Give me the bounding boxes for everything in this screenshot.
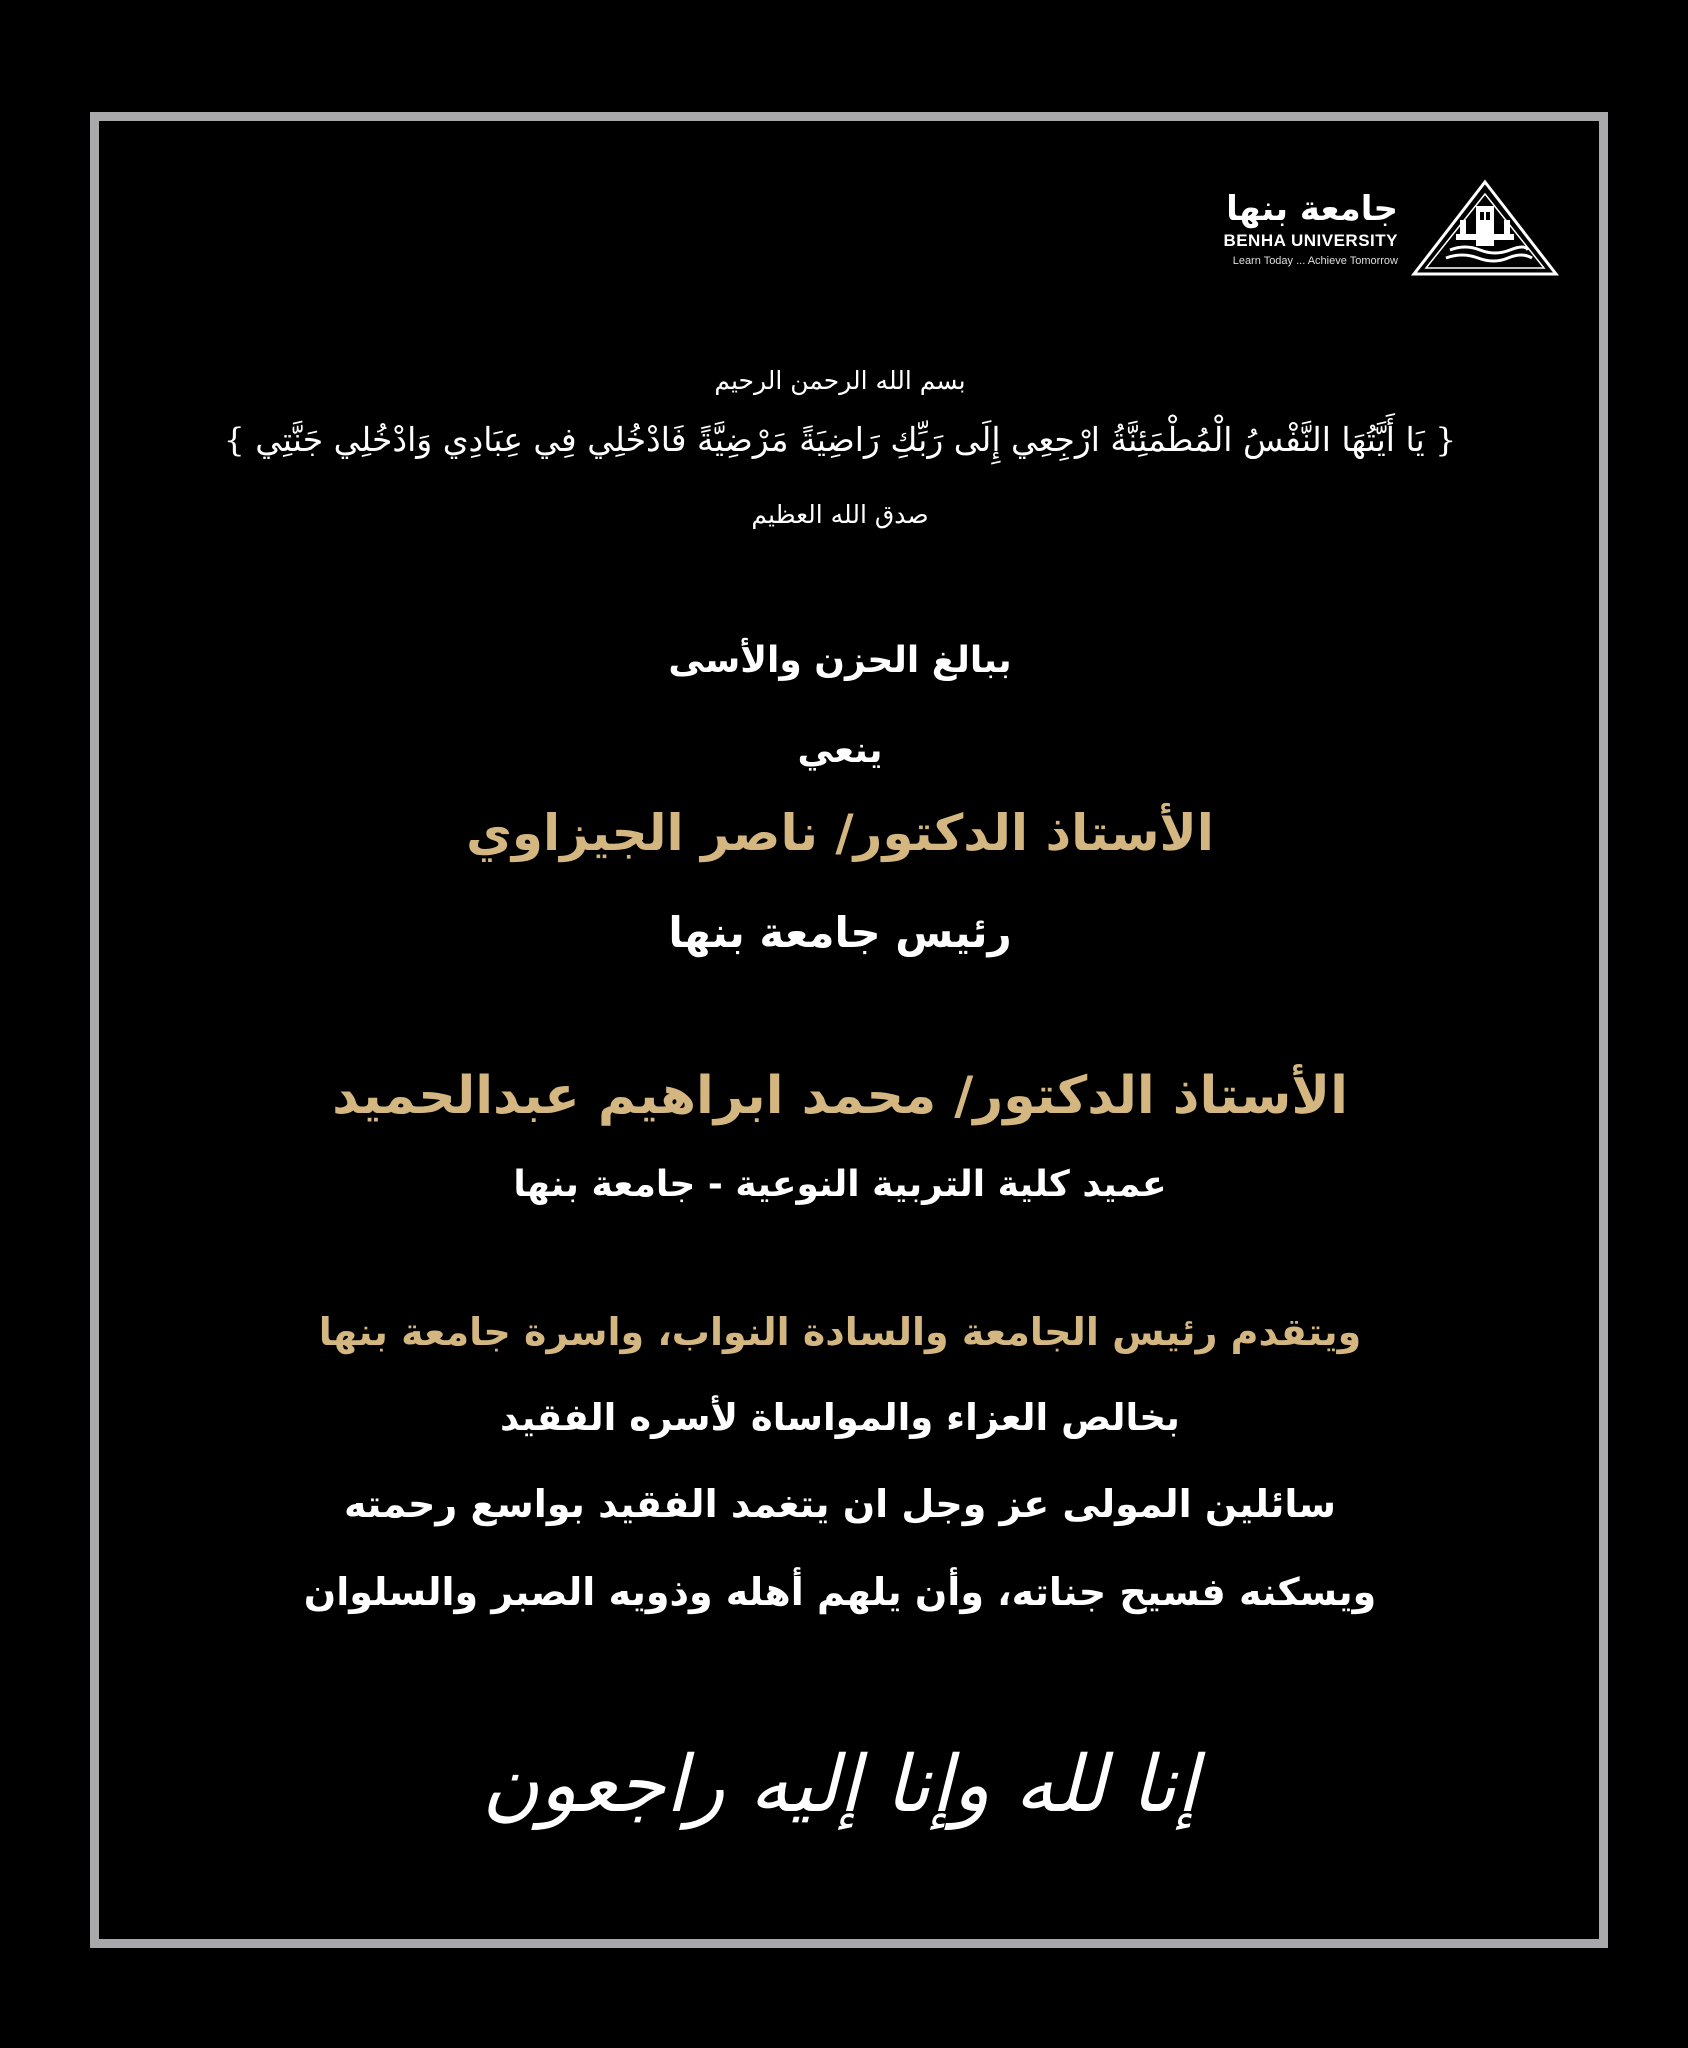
grief-phrase: ببالغ الحزن والأسى <box>668 640 1012 681</box>
deceased-title: عميد كلية التربية النوعية - جامعة بنها <box>513 1164 1167 1205</box>
announces-word: ينعي <box>797 730 883 771</box>
logo-arabic-name: جامعة بنها <box>1226 189 1398 229</box>
condolence-line-4: ويسكنه فسيح جناته، وأن يلهم أهله وذويه الصبر والسلوان <box>303 1570 1377 1614</box>
announcer-name: الأستاذ الدكتور/ ناصر الجيزاوي <box>466 804 1214 862</box>
benha-university-emblem-icon <box>1410 178 1560 278</box>
university-logo <box>1223 178 1560 278</box>
condolence-line-3: سائلين المولى عز وجل ان يتغمد الفقيد بواسع رحمته <box>343 1482 1337 1526</box>
basmala: بسم الله الرحمن الرحيم <box>714 366 966 395</box>
quran-verse: { يَا أَيَّتُهَا النَّفْسُ الْمُطْمَئِنَّةُ ارْجِعِي إِلَى رَبِّكِ رَاضِيَةً مَرْضِيَّةً فَادْخُلِي فِي عِبَادِي وَادْخُلِي جَنَّتِي } <box>223 420 1457 459</box>
deceased-name: الأستاذ الدكتور/ محمد ابراهيم عبدالحميد <box>332 1066 1348 1126</box>
closing-calligraphy: إنا لله وإنا إليه راجعون <box>481 1740 1199 1830</box>
announcer-title: رئيس جامعة بنها <box>668 908 1012 957</box>
logo-english-name: BENHA UNIVERSITY <box>1223 231 1398 250</box>
logo-text <box>1223 189 1398 267</box>
condolence-line-2: بخالص العزاء والمواساة لأسره الفقيد <box>500 1396 1180 1439</box>
condolence-line-1: ويتقدم رئيس الجامعة والسادة النواب، واسرة جامعة بنها <box>318 1310 1362 1354</box>
verse-closing: صدق الله العظيم <box>751 500 929 529</box>
logo-tagline: Learn Today ... Achieve Tomorrow <box>1232 255 1398 267</box>
